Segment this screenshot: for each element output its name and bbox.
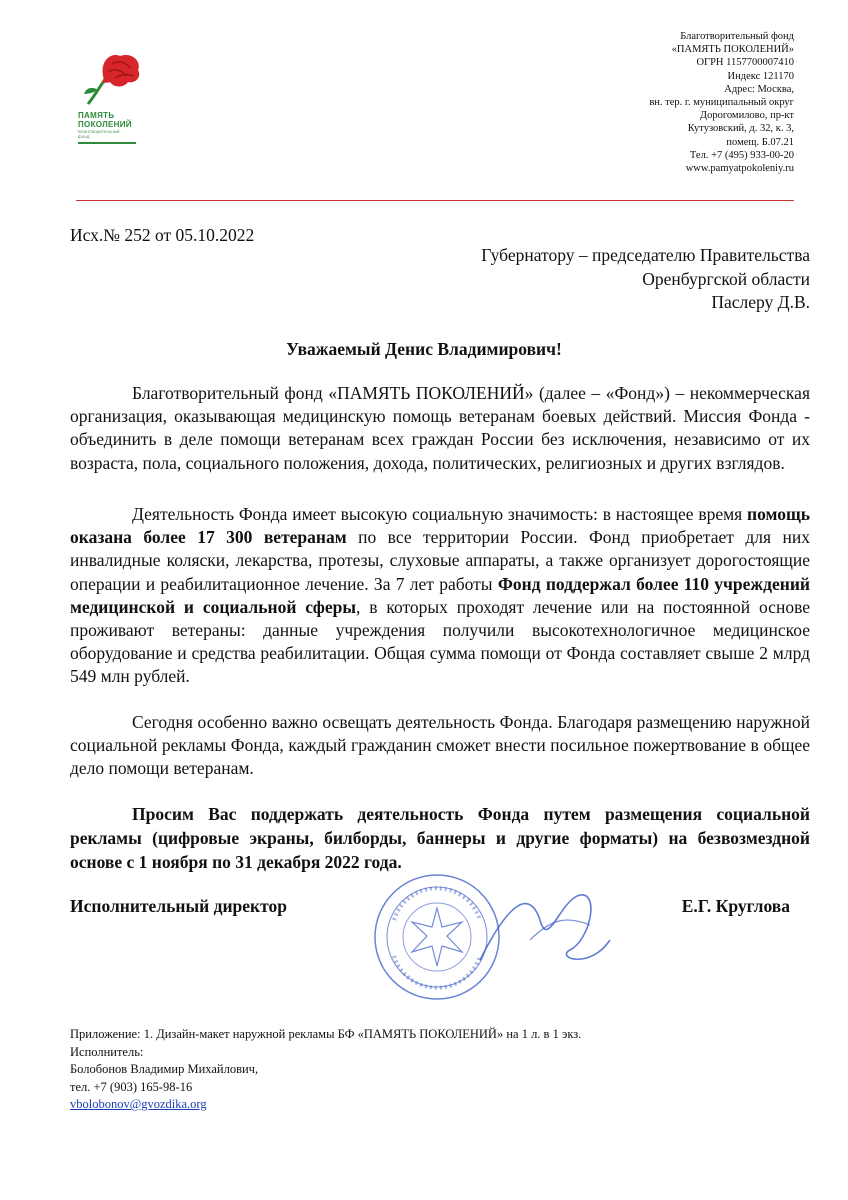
org-line: Кутузовский, д. 32, к. 3, xyxy=(687,123,794,135)
org-line: Тел. +7 (495) 933-00-20 xyxy=(689,149,794,161)
request-paragraph: Просим Вас поддержать деятельность Фонда путем размещения социальной рекламы (цифровые экраны, билборды, баннеры и другие форматы) на безвозмездной основе с 1 ноября по 31 декабря 2022 года. xyxy=(70,804,810,872)
addressee-block xyxy=(481,244,810,315)
org-line: Дорогомилово, пр-кт xyxy=(699,110,794,122)
org-line: вн. тер. г. муниципальный округ xyxy=(649,97,794,109)
org-line: ОГРН 1157700007410 xyxy=(696,57,794,69)
executor-name: Болобонов Владимир Михайлович, xyxy=(70,1062,259,1076)
foundation-logo xyxy=(78,50,148,144)
highlight-veterans: помощь оказана более 17 300 ветеранам xyxy=(70,504,810,548)
addressee-line: Оренбургской области xyxy=(642,268,810,289)
footer-block xyxy=(70,1026,581,1114)
org-line: Адрес: Москва, xyxy=(724,83,794,95)
paragraph-text: Сегодня особенно важно освещать деятельность Фонда. Благодаря размещению наружной социальной рекламы Фонда, каждый гражданин сможет внести посильное пожертвование в общее дело помощи ветеранам. xyxy=(70,712,810,779)
org-line: Индекс 121170 xyxy=(727,70,794,82)
executor-phone: тел. +7 (903) 165-98-16 xyxy=(70,1079,193,1094)
logo-subtitle-line1: Благотворительный xyxy=(78,129,120,134)
logo-subtitle-line2: фонд xyxy=(78,134,90,139)
logo-underline xyxy=(78,142,136,144)
header-divider xyxy=(76,200,794,201)
logo-name-line1: ПАМЯТЬ xyxy=(78,111,115,120)
greeting: Уважаемый Денис Владимирович! xyxy=(286,339,562,359)
paragraph-text: по все территории России. Фонд приобретает для них инвалидные коляски, лекарства, протезы, слуховые аппараты, а также организует дорогостоящие операции и реабилитационное лечение. За 7 лет работы xyxy=(70,527,810,594)
handwritten-signature xyxy=(470,880,620,990)
org-line: помещ. Б.07.21 xyxy=(726,136,794,148)
paragraph-text: , в которых проходят лечение или на постоянной основе проживают ветераны: данные учреждения получили высокотехнологичное медицинское оборудование и средства реабилитации. Общая сумма помощи от Фонда составляет свыше 2 млрд 549 млн рублей. xyxy=(70,596,810,687)
paragraph-advertising xyxy=(70,711,810,781)
paragraph-text: Благотворительный фонд «ПАМЯТЬ ПОКОЛЕНИЙ» (далее – «Фонд») – некоммерческая организация, оказывающая медицинскую помощь ветеранам боевых действий. Миссия Фонда - объединить в деле помощи ветеранам всех граждан России без исключения, независимо от их возраста, пола, социального положения, дохода, политических, религиозных и других взглядов. xyxy=(70,383,810,473)
org-line: Благотворительный фонд xyxy=(680,31,794,42)
carnation-icon xyxy=(78,50,144,106)
paragraph-activity xyxy=(70,503,810,689)
addressee-line: Губернатору – председателю Правительства xyxy=(481,245,810,265)
signatory-title: Исполнительный директор xyxy=(70,896,287,916)
organization-details xyxy=(649,30,794,175)
addressee-line: Паслеру Д.В. xyxy=(711,292,810,312)
org-website[interactable]: www.pamyatpokoleniy.ru xyxy=(685,163,794,175)
signatory-name: Е.Г. Круглова xyxy=(681,896,790,916)
paragraph-mission xyxy=(70,382,810,475)
highlight-institutions: Фонд поддержал более 110 учреждений медицинской и социальной сферы xyxy=(70,573,810,617)
paragraph-text: Деятельность Фонда имеет высокую социальную значимость: в настоящее время xyxy=(132,504,748,524)
attachment-note: Приложение: 1. Дизайн-макет наружной рекламы БФ «ПАМЯТЬ ПОКОЛЕНИЙ» на 1 л. в 1 экз. xyxy=(70,1027,582,1041)
org-line: «ПАМЯТЬ ПОКОЛЕНИЙ» xyxy=(671,44,794,56)
logo-name-line2: ПОКОЛЕНИЙ xyxy=(78,120,132,129)
outgoing-reference: Исх.№ 252 от 05.10.2022 xyxy=(70,225,255,245)
executor-label: Исполнитель: xyxy=(70,1044,144,1059)
executor-email-link[interactable]: vbolobonov@gvozdika.org xyxy=(70,1097,207,1111)
